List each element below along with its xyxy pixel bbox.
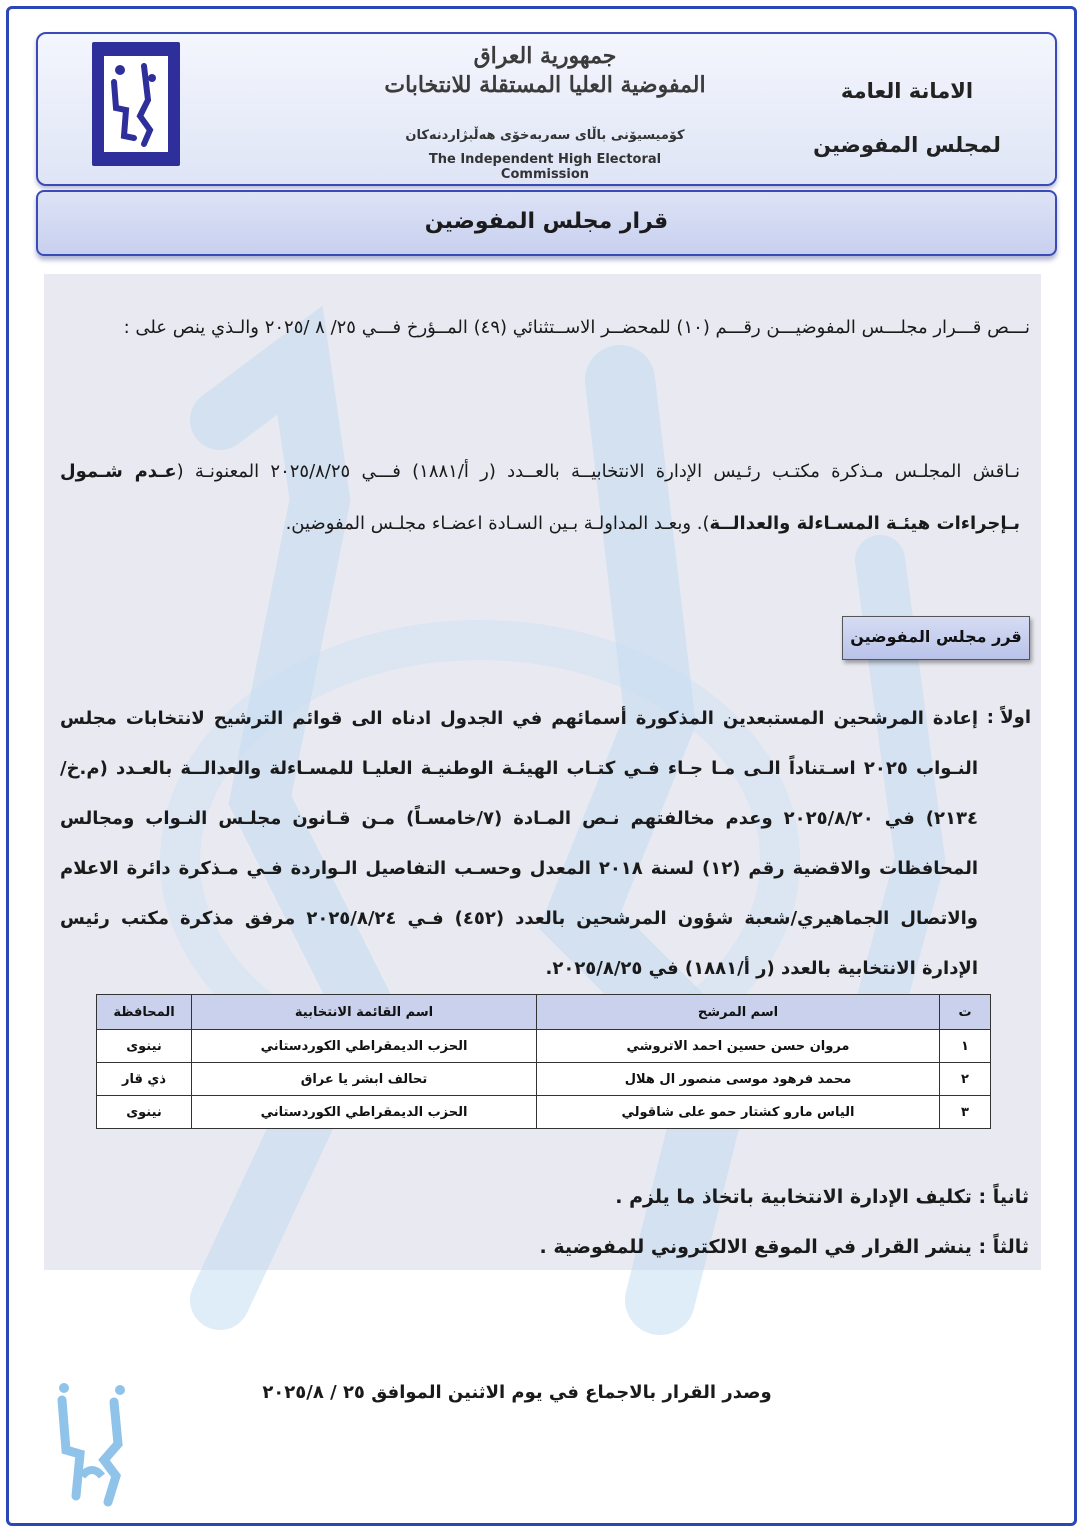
header-list-name: اسم القائمة الانتخابية (192, 995, 537, 1030)
secretariat-line1: الامانة العامة (840, 79, 974, 103)
document-title: قرار مجلس المفوضين (36, 190, 1057, 256)
table-header-row (97, 995, 991, 1030)
table-row (97, 1096, 991, 1129)
cell-province: ذي قار (97, 1063, 192, 1096)
cell-num: ١ (940, 1030, 991, 1063)
org-country: جمهورية العراق (473, 43, 617, 69)
org-name-kurdish: كۆميسيۆنی باڵای سەربەخۆی هەڵبژاردنەكان (405, 128, 685, 143)
discussion-text-1: نـاقش المجلـس مـذكرة مكتـب رئـيس الإدارة الانتخابيــة بالعــدد (ر أ/١٨٨١) فـــي ٢٠٢٥/٨/٢٥ المعنونـة ( (176, 461, 1020, 482)
cell-province: نينوى (97, 1030, 192, 1063)
org-name-arabic (380, 42, 710, 100)
candidates-table (96, 994, 991, 1129)
cell-list-name: الحزب الديمقراطي الكوردستاني (192, 1030, 537, 1063)
table-row (97, 1030, 991, 1063)
decided-label: قرر مجلس المفوضين (842, 616, 1030, 660)
logo-figure-icon (104, 56, 168, 152)
header-candidate-name: اسم المرشح (537, 995, 940, 1030)
secretariat-line2: لمجلس المفوضين (813, 133, 1001, 157)
third-item: ثالثاً : ينشر القرار في الموقع الالكتروني للمفوضية . (539, 1236, 1029, 1258)
discussion-paragraph (60, 446, 1020, 550)
header-province: المحافظة (97, 995, 192, 1030)
cell-candidate-name: مروان حسن حسين احمد الاتروشي (537, 1030, 940, 1063)
secretariat-label (807, 64, 1007, 172)
issuance-statement: وصدر القرار بالاجماع في يوم الاثنين الموافق ٢٥ / ٢٠٢٥/٨ (262, 1382, 772, 1403)
corner-logo-icon (52, 1380, 132, 1512)
cell-num: ٢ (940, 1063, 991, 1096)
cell-candidate-name: محمد فرهود موسى منصور ال هلال (537, 1063, 940, 1096)
commission-logo (92, 42, 180, 166)
cell-list-name: الحزب الديمقراطي الكوردستاني (192, 1096, 537, 1129)
header-num: ت (940, 995, 991, 1030)
discussion-text-2: ). وبعـد المداولـة بـين السـادة اعضـاء مجلـس المفوضين. (285, 513, 710, 534)
org-commission-name: المفوضية العليا المستقلة للانتخابات (384, 72, 706, 98)
cell-num: ٣ (940, 1096, 991, 1129)
first-item-label: اولاً : (986, 707, 1031, 728)
first-item-text: إعادة المرشحين المستبعدين المذكورة أسمائهم في الجدول ادناه الى قوائم الترشيح لانتخابات مجلس النـواب ٢٠٢٥ اسـتناداً الـى مـا جـاء فـي كتـاب الهيئـة الوطنيـة العليـا للمسـاءلة والعدالــة بالعـدد (م.خ/٢١٣٤) في ٢٠٢٥/٨/٢٠ وعدم مخالفتهم نـص المـادة (٧/خامسـاً) مـن قـانون مجلـس النـواب ومجالس المحافظات والاقضية رقم (١٢) لسنة ٢٠١٨ المعدل وحسـب التفاصيل الـواردة فـي مـذكرة دائرة الاعلام والاتصال الجماهيري/شعبة شؤون المرشحين بالعدد (٤٥٢) فـي ٢٠٢٥/٨/٢٤ مرفق مذكرة مكتب رئيس الإدارة الانتخابية بالعدد (ر أ/١٨٨١) في ٢٠٢٥/٨/٢٥. (60, 708, 979, 979)
cell-province: نينوى (97, 1096, 192, 1129)
cell-list-name: تحالف ابشر يا عراق (192, 1063, 537, 1096)
intro-paragraph: نـــص قـــرار مجلـــس المفوضيـــن رقـــم (١٠) للمحضــر الاســتثنائي (٤٩) المــؤرخ فـــي ٢٥/ ٨ /٢٠٢٥ والـذي ينص على : (123, 317, 1030, 338)
org-name-english: The Independent High Electoral Commission (428, 152, 662, 182)
second-item: ثانياً : تكليف الإدارة الانتخابية باتخاذ ما يلزم . (615, 1186, 1029, 1208)
discussion-subject: عـدم شـمول بـإجراءات هيئـة المسـاءلة والعدالــة (60, 461, 1020, 534)
table-row (97, 1063, 991, 1096)
cell-candidate-name: الياس مارو كشتار حمو على شاقولي (537, 1096, 940, 1129)
